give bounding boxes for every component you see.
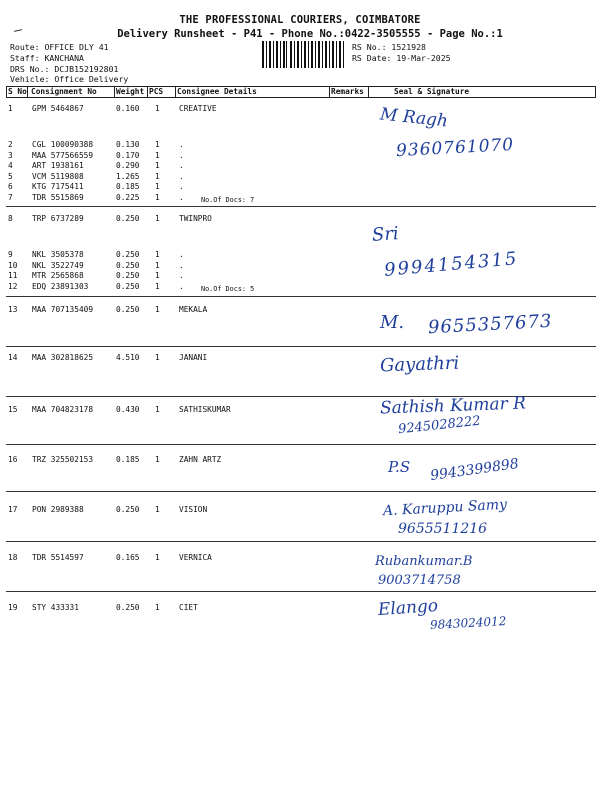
col-seal-signature: Seal & Signature	[394, 87, 470, 96]
row-pcs: 1	[155, 405, 160, 414]
row-sno: 14	[8, 353, 18, 362]
barcode-bar	[319, 41, 320, 68]
row-sno: 6	[8, 182, 13, 191]
handwritten-signature: Gayathri	[379, 352, 460, 377]
group-divider	[6, 206, 596, 207]
row-consignment-no: MAA 707135409	[32, 305, 94, 314]
handwritten-signature: Elango	[377, 595, 439, 621]
row-sno: 15	[8, 405, 18, 414]
row-sno: 8	[8, 214, 13, 223]
handwritten-phone: 9943399898	[429, 455, 520, 485]
row-weight: 0.160	[116, 104, 140, 113]
row-consignment-no: MTR 2565868	[32, 271, 84, 280]
row-consignee: CREATIVE	[179, 104, 217, 113]
row-consignee: SATHISKUMAR	[179, 405, 231, 414]
docs-count-note: No.Of Docs: 7	[201, 196, 255, 204]
group-divider	[6, 346, 596, 347]
row-weight: 1.265	[116, 172, 140, 181]
handwritten-signature: P.S	[388, 458, 411, 476]
row-consignee: .	[179, 151, 184, 160]
row-pcs: 1	[155, 282, 160, 291]
row-pcs: 1	[155, 172, 160, 181]
barcode-image	[262, 41, 346, 68]
row-sno: 12	[8, 282, 18, 291]
docs-count-note: No.Of Docs: 5	[201, 285, 255, 293]
handwritten-phone: 9003714758	[378, 573, 461, 588]
row-sno: 5	[8, 172, 13, 181]
row-weight: 0.250	[116, 250, 140, 259]
row-pcs: 1	[155, 271, 160, 280]
row-consignment-no: TDR 5514597	[32, 553, 84, 562]
handwritten-phone: 9360761070	[395, 134, 515, 162]
company-title: THE PROFESSIONAL COURIERS, COIMBATORE	[179, 14, 421, 26]
handwritten-phone: 9655357673	[427, 310, 553, 339]
row-pcs: 1	[155, 553, 160, 562]
row-sno: 7	[8, 193, 13, 202]
runsheet-title: Delivery Runsheet - P41 - Phone No.:0422-3505555 - Page No.:1	[117, 28, 503, 40]
row-consignment-no: TRZ 325502153	[32, 455, 94, 464]
row-pcs: 1	[155, 182, 160, 191]
group-divider	[6, 444, 596, 445]
row-weight: 0.250	[116, 214, 140, 223]
row-pcs: 1	[155, 305, 160, 314]
col-consignee: Consignee Details	[177, 87, 257, 96]
row-pcs: 1	[155, 353, 160, 362]
row-weight: 0.250	[116, 282, 140, 291]
row-consignee: JANANI	[179, 353, 208, 362]
row-weight: 4.510	[116, 353, 140, 362]
row-consignment-no: TDR 5515869	[32, 193, 84, 202]
row-consignment-no: STY 433331	[32, 603, 79, 612]
row-weight: 0.250	[116, 261, 140, 270]
row-consignment-no: MAA 302818625	[32, 353, 94, 362]
handwritten-signature: A. Karuppu Samy	[382, 496, 508, 520]
row-sno: 17	[8, 505, 18, 514]
row-consignee: TWINPRO	[179, 214, 212, 223]
runsheet-table	[6, 86, 596, 626]
barcode-bar	[339, 41, 340, 68]
row-sno: 1	[8, 104, 13, 113]
row-sno: 9	[8, 250, 13, 259]
col-weight: Weight	[116, 87, 145, 96]
row-sno: 16	[8, 455, 18, 464]
row-weight: 0.430	[116, 405, 140, 414]
row-consignment-no: VCM 5119808	[32, 172, 84, 181]
row-weight: 0.185	[116, 455, 140, 464]
row-consignee: .	[179, 261, 184, 270]
row-pcs: 1	[155, 151, 160, 160]
row-consignee: .	[179, 140, 184, 149]
route-label: Route: OFFICE DLY 41	[10, 42, 109, 52]
row-pcs: 1	[155, 455, 160, 464]
row-consignee: .	[179, 172, 184, 181]
barcode-bar	[304, 41, 305, 68]
row-consignment-no: CGL 100090388	[32, 140, 94, 149]
row-consignee: .	[179, 250, 184, 259]
row-consignee: .	[179, 282, 184, 291]
row-consignment-no: NKL 3522749	[32, 261, 84, 270]
vehicle-label: Vehicle: Office Delivery	[10, 74, 129, 84]
row-weight: 0.185	[116, 182, 140, 191]
rs-date: RS Date: 19-Mar-2025	[352, 53, 451, 63]
col-remarks: Remarks	[331, 87, 364, 96]
handwritten-signature: M Ragh	[379, 104, 449, 132]
row-consignment-no: TRP 6737289	[32, 214, 84, 223]
row-consignment-no: GPM 5464867	[32, 104, 84, 113]
row-sno: 11	[8, 271, 18, 280]
row-sno: 3	[8, 151, 13, 160]
handwritten-signature: Sathish Kumar R	[379, 393, 527, 419]
row-consignment-no: ART 1938161	[32, 161, 84, 170]
row-pcs: 1	[155, 193, 160, 202]
row-consignee: .	[179, 271, 184, 280]
row-sno: 2	[8, 140, 13, 149]
staff-label: Staff: KANCHANA	[10, 53, 84, 63]
group-divider	[6, 491, 596, 492]
row-consignee: MEKALA	[179, 305, 208, 314]
handwritten-phone: 9245028222	[397, 413, 482, 438]
row-weight: 0.290	[116, 161, 140, 170]
row-pcs: 1	[155, 505, 160, 514]
row-weight: 0.250	[116, 603, 140, 612]
row-consignee: .	[179, 193, 184, 202]
row-consignment-no: MAA 577566559	[32, 151, 94, 160]
row-sno: 13	[8, 305, 18, 314]
handwritten-phone: 9843024012	[429, 614, 507, 632]
row-consignee: ZAHN ARTZ	[179, 455, 222, 464]
row-pcs: 1	[155, 250, 160, 259]
row-consignment-no: KTG 7175411	[32, 182, 84, 191]
row-consignment-no: NKL 3505378	[32, 250, 84, 259]
handwritten-phone: 9655511216	[398, 521, 488, 537]
row-weight: 0.250	[116, 271, 140, 280]
row-consignment-no: PON 2989388	[32, 505, 84, 514]
row-pcs: 1	[155, 603, 160, 612]
group-divider	[6, 591, 596, 592]
col-consignment: Consignment No	[31, 87, 97, 96]
row-weight: 0.165	[116, 553, 140, 562]
row-sno: 10	[8, 261, 18, 270]
barcode-bar	[270, 41, 271, 68]
col-sno: S No	[8, 87, 27, 96]
handwritten-signature: Rubankumar.B	[375, 554, 473, 569]
row-pcs: 1	[155, 104, 160, 113]
handwritten-signature: M.	[380, 312, 405, 333]
group-divider	[6, 541, 596, 542]
row-weight: 0.250	[116, 305, 140, 314]
row-pcs: 1	[155, 261, 160, 270]
row-weight: 0.130	[116, 140, 140, 149]
handwritten-phone: 9994154315	[383, 248, 520, 281]
row-pcs: 1	[155, 140, 160, 149]
row-weight: 0.170	[116, 151, 140, 160]
col-pcs: PCS	[149, 87, 164, 96]
row-consignee: .	[179, 161, 184, 170]
drs-number: DRS No.: DCJB152192801	[10, 64, 119, 74]
row-consignee: .	[179, 182, 184, 191]
group-divider	[6, 296, 596, 297]
row-sno: 18	[8, 553, 18, 562]
row-consignee: VISION	[179, 505, 208, 514]
handwritten-signature: Sri	[371, 223, 400, 246]
row-consignment-no: EDQ 23891303	[32, 282, 89, 291]
row-weight: 0.250	[116, 505, 140, 514]
row-consignee: VERNICA	[179, 553, 212, 562]
row-consignee: CIET	[179, 603, 198, 612]
row-sno: 19	[8, 603, 18, 612]
barcode-bar	[286, 41, 287, 68]
row-consignment-no: MAA 704823178	[32, 405, 94, 414]
row-pcs: 1	[155, 214, 160, 223]
row-pcs: 1	[155, 161, 160, 170]
row-weight: 0.225	[116, 193, 140, 202]
rs-number: RS No.: 1521928	[352, 42, 426, 52]
row-sno: 4	[8, 161, 13, 170]
